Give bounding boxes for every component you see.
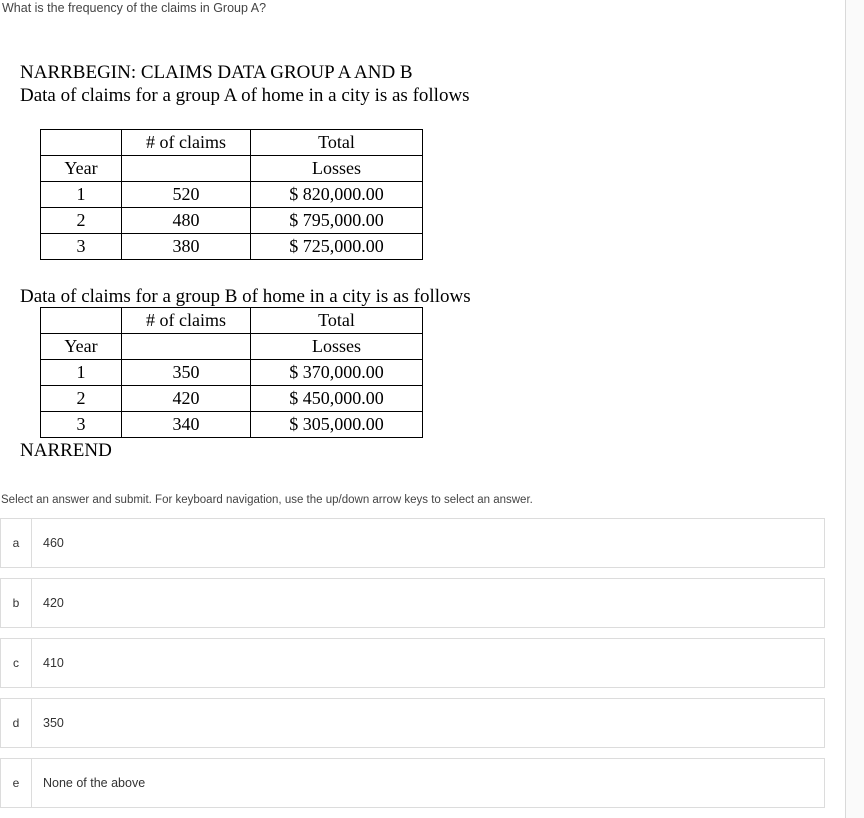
cell-claims: 380 — [122, 234, 251, 260]
header-total: Total — [251, 308, 423, 334]
table-row — [41, 412, 423, 438]
header-claims: # of claims — [122, 130, 251, 156]
scrollbar-track[interactable] — [845, 0, 864, 818]
cell-claims: 520 — [122, 182, 251, 208]
cell-claims: 340 — [122, 412, 251, 438]
option-letter: a — [1, 519, 32, 567]
table-header-row — [41, 334, 423, 360]
header-cell-empty — [122, 334, 251, 360]
header-claims: # of claims — [122, 308, 251, 334]
cell-claims: 420 — [122, 386, 251, 412]
header-losses: Losses — [251, 334, 423, 360]
narrative-end: NARREND — [20, 440, 112, 461]
option-text: 460 — [43, 536, 64, 550]
header-losses: Losses — [251, 156, 423, 182]
cell-losses: $ 795,000.00 — [251, 208, 423, 234]
table-header-row — [41, 130, 423, 156]
header-cell-empty — [41, 308, 122, 334]
cell-year: 3 — [41, 234, 122, 260]
table-header-row — [41, 308, 423, 334]
answer-option-d[interactable] — [0, 698, 825, 748]
answer-option-c[interactable] — [0, 638, 825, 688]
cell-year: 1 — [41, 360, 122, 386]
cell-year: 2 — [41, 208, 122, 234]
header-cell-empty — [41, 130, 122, 156]
header-cell-empty — [122, 156, 251, 182]
cell-year: 2 — [41, 386, 122, 412]
cell-year: 1 — [41, 182, 122, 208]
group-b-intro: Data of claims for a group B of home in a city is as follows — [20, 286, 471, 307]
option-letter: c — [1, 639, 32, 687]
cell-claims: 480 — [122, 208, 251, 234]
cell-claims: 350 — [122, 360, 251, 386]
table-row — [41, 182, 423, 208]
option-letter: e — [1, 759, 32, 807]
answer-option-b[interactable] — [0, 578, 825, 628]
table-row — [41, 386, 423, 412]
option-text: 420 — [43, 596, 64, 610]
table-row — [41, 360, 423, 386]
table-header-row — [41, 156, 423, 182]
group-b-table — [40, 307, 423, 438]
answer-instructions: Select an answer and submit. For keyboard navigation, use the up/down arrow keys to select an answer. — [1, 494, 533, 506]
group-a-table — [40, 129, 423, 260]
cell-year: 3 — [41, 412, 122, 438]
table-row — [41, 234, 423, 260]
option-text: None of the above — [43, 776, 146, 790]
cell-losses: $ 305,000.00 — [251, 412, 423, 438]
answer-options — [0, 518, 825, 818]
cell-losses: $ 450,000.00 — [251, 386, 423, 412]
cell-losses: $ 820,000.00 — [251, 182, 423, 208]
narrative-begin: NARRBEGIN: CLAIMS DATA GROUP A AND B — [20, 62, 413, 83]
cell-losses: $ 370,000.00 — [251, 360, 423, 386]
option-letter: b — [1, 579, 32, 627]
cell-losses: $ 725,000.00 — [251, 234, 423, 260]
table-row — [41, 208, 423, 234]
question-text: What is the frequency of the claims in Group A? — [2, 1, 267, 15]
answer-option-a[interactable] — [0, 518, 825, 568]
group-a-intro: Data of claims for a group A of home in a city is as follows — [20, 85, 470, 106]
header-year: Year — [41, 156, 122, 182]
header-total: Total — [251, 130, 423, 156]
option-text: 350 — [43, 716, 64, 730]
answer-option-e[interactable] — [0, 758, 825, 808]
option-letter: d — [1, 699, 32, 747]
option-text: 410 — [43, 656, 64, 670]
header-year: Year — [41, 334, 122, 360]
